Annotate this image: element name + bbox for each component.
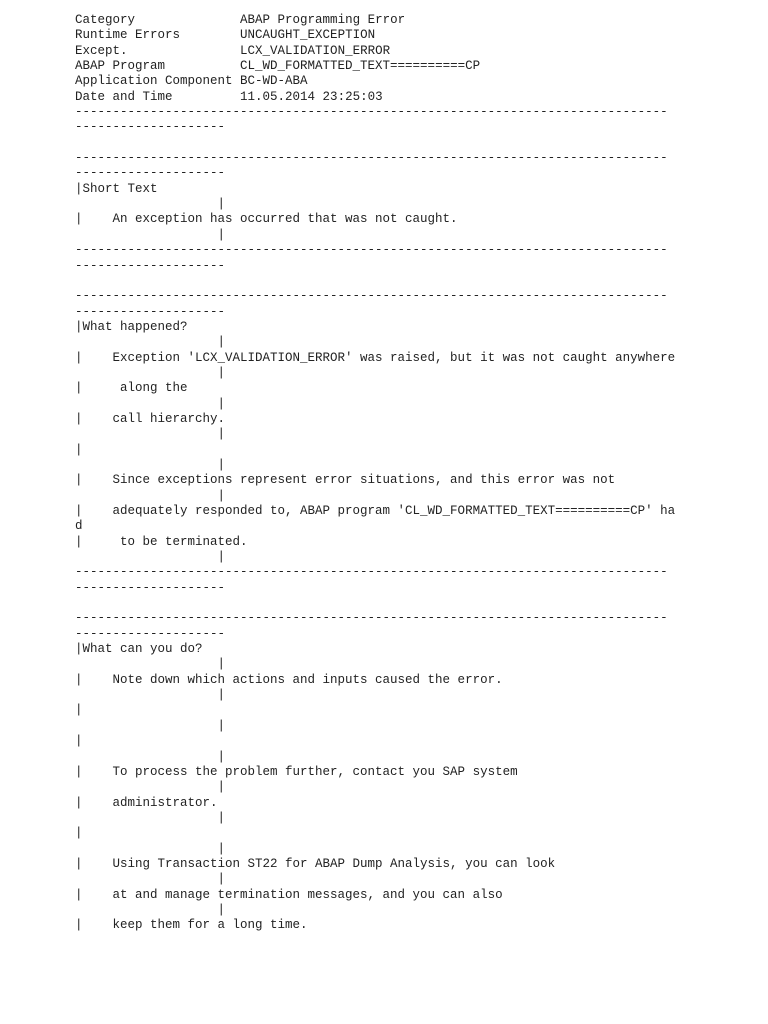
header-value: ABAP Programming Error (240, 13, 406, 27)
header-row-application-component (75, 74, 765, 89)
text-line: | administrator. (75, 795, 218, 810)
header-label: Date and Time (75, 89, 173, 104)
header-label: Runtime Errors (75, 28, 181, 43)
pipe-line: | (75, 365, 226, 380)
separator-long: ------------------------------------------------------------------------------- (75, 611, 668, 626)
header-label: Application Component (75, 74, 233, 89)
pipe-line: | (75, 227, 226, 242)
text-line: | Exception 'LCX_VALIDATION_ERROR' was raised, but it was not caught anywhere (75, 350, 676, 365)
text-line: | to be terminated. (75, 534, 248, 549)
text-line: | at and manage termination messages, and you can also (75, 887, 503, 902)
text-line: | (75, 734, 83, 749)
separator-short: -------------------- (75, 166, 226, 181)
header-label: Except. (75, 43, 128, 58)
text-line: | along the (75, 381, 188, 396)
pipe-line: | (75, 810, 226, 825)
separator-short: -------------------- (75, 580, 226, 595)
header-label: Category (75, 13, 136, 27)
text-line: | (75, 442, 83, 457)
text-line-wrap: d (75, 519, 83, 534)
header-value: CL_WD_FORMATTED_TEXT==========CP (240, 59, 481, 74)
text-line: | call hierarchy. (75, 411, 226, 426)
pipe-line: | (75, 872, 226, 887)
header-row-date-and-time (75, 90, 765, 105)
text-line: | Since exceptions represent error situations, and this error was not (75, 473, 616, 488)
separator-short: -------------------- (75, 626, 226, 641)
header-label: ABAP Program (75, 59, 166, 74)
header-value: BC-WD-ABA (240, 74, 308, 89)
pipe-line: | (75, 780, 226, 795)
blank-line (75, 596, 765, 611)
separator-long: ------------------------------------------------------------------------------- (75, 565, 668, 580)
header-row-category (75, 13, 765, 28)
header-row-runtime-errors (75, 28, 765, 43)
pipe-line: | (75, 427, 226, 442)
runtime-error-dump (75, 13, 765, 934)
section-title-what-can-you-do: |What can you do? (75, 642, 203, 657)
blank-line (75, 136, 765, 151)
pipe-line: | (75, 749, 226, 764)
separator-short: -------------------- (75, 304, 226, 319)
header-value: UNCAUGHT_EXCEPTION (240, 28, 376, 43)
text-line: | Note down which actions and inputs caused the error. (75, 672, 503, 687)
pipe-line: | (75, 550, 226, 565)
separator-short: -------------------- (75, 120, 226, 135)
header-row-exception (75, 44, 765, 59)
text-line: | To process the problem further, contact you SAP system (75, 764, 518, 779)
section-title-what-happened: |What happened? (75, 319, 188, 334)
text-line: | keep them for a long time. (75, 918, 308, 933)
section-title-short-text: |Short Text (75, 181, 158, 196)
separator-short: -------------------- (75, 258, 226, 273)
text-line: | (75, 826, 83, 841)
pipe-line: | (75, 197, 226, 212)
separator-long: ------------------------------------------------------------------------------- (75, 243, 668, 258)
pipe-line: | (75, 657, 226, 672)
text-line: | An exception has occurred that was not caught. (75, 212, 458, 227)
separator-long: ------------------------------------------------------------------------------- (75, 151, 668, 166)
text-line: | (75, 703, 83, 718)
text-line: | adequately responded to, ABAP program 'CL_WD_FORMATTED_TEXT==========CP' ha (75, 504, 676, 518)
pipe-line: | (75, 688, 226, 703)
pipe-line: | (75, 396, 226, 411)
pipe-line: | (75, 902, 226, 917)
separator-long: ------------------------------------------------------------------------------- (75, 105, 668, 120)
header-row-abap-program (75, 59, 765, 74)
pipe-line: | (75, 841, 226, 856)
pipe-line: | (75, 718, 226, 733)
pipe-line: | (75, 457, 226, 472)
header-value: 11.05.2014 23:25:03 (240, 89, 383, 104)
pipe-line: | (75, 488, 226, 503)
header-value: LCX_VALIDATION_ERROR (240, 43, 391, 58)
blank-line (75, 274, 765, 289)
text-line: | Using Transaction ST22 for ABAP Dump Analysis, you can look (75, 856, 556, 871)
pipe-line: | (75, 335, 226, 350)
separator-long: ------------------------------------------------------------------------------- (75, 289, 668, 304)
